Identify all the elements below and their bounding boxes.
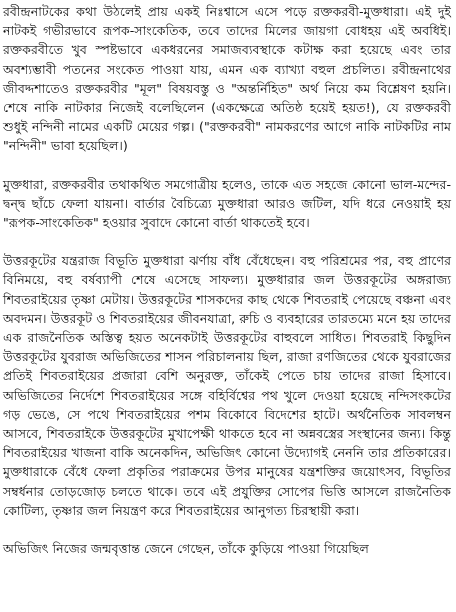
paragraph-gap [3,156,451,175]
paragraph-1: রবীন্দ্রনাটকের কথা উঠলেই প্রায় একই নিঃশ্বাসে এসে পড়ে রক্তকরবী-মুক্তধারা। এই দুই নাটকই গভীরভাবে রূপক-সাংকেতিক, তবে তাদের মিলের জায়গা বোধহয় এই অবধিই। রক্তকরবীতে খুব স্পষ্টভাবে একধরনের সমাজব্যবস্থাকে কটাক্ষ করা হয়েছে এবং তার অবশ্যম্ভাবী পতনের সংকেত পাওয়া যায়, এমন এক ব্যাখ্যা বহুল প্রচলিত। রবীন্দ্রনাথের জীবদ্দশাতেও রক্তকরবীর "মূল" বিষয়বস্তু ও "অন্তর্নিহিত" অর্থ নিয়ে কম বিশ্লেষণ হয়নি। শেষে নাকি নাটকার নিজেই বলেছিলেন (একক্ষেত্রে অতিষ্ঠ হয়েই হয়ত!), যে রক্তকরবী শুধুই নন্দিনী নামের একটি মেয়ের গল্প। ("রক্তকরবী" নামকরণের আগে নাকি নাটকটির নাম "নন্দিনী" ভাবা হয়েছিল।) [3,4,451,154]
paragraph-gap [3,232,451,251]
paragraph-3: উত্তরকূটের যন্ত্ররাজ বিভূতি মুক্তধারা ঝর্ণায় বাঁধ বেঁধেছেন। বহু পরিশ্রমের পর, বহু প্রাণের বিনিময়ে, বহু বর্ষব্যাপী শেষে এসেছে সাফল্য। মুক্তধারার জল উত্তরকূটের অঙ্গরাজ্য শিবতরাইয়ের তৃষ্ণা মেটায়। উত্তরকূটের শাসকদের কাছ থেকে শিবতরাই পেয়েছে বঞ্চনা এবং অবদমন। উত্তরকূট ও শিবতরাইয়ের জীবনযাত্রা, রুচি ও ব্যবহারের তারতম্যে মনে হয় তাদের এক রাজনৈতিক অস্তিত্ব হয়ত অনেকটাই উত্তরকূটের বাহুবলে সাধিত। শিবতরাই কিছুদিন উত্তরকূটের যুবরাজ অভিজিতের শাসন পরিচালনায় ছিল, রাজা রণজিতের থেকে যুবরাজের প্রতিই শিবতরাইয়ের প্রজারা বেশি অনুরক্ত, তাঁকেই পেতে চায় তাদের রাজা হিসাবে। অভিজিতের নির্দেশে শিবতরাইয়ের সঙ্গে বহির্বিশ্বের পথ খুলে দেওয়া হয়েছে নন্দিসংকটের গড় ভেঙে, সে পথে শিবতরাইয়ের পশম বিকোবে বিদেশের হাটে। অর্থনৈতিক সাবলম্বন আসবে, শিবতরাইকে উত্তরকূটের মুখাপেক্ষী থাকতে হবে না অন্নবস্ত্রের সংস্থানের জন্য। কিন্তু শিবতরাইয়ের খাজনা বাকি অনেকদিন, অভিজিৎ কোনো উদ্যোগই নেননি তার প্রতিকারের। মুক্তধারাকে বেঁধে ফেলা প্রকৃতির পরাক্রমের উপর মানুষের যন্ত্রশক্তির জয়োৎসব, বিভূতির সম্বর্ধনার তোড়জোড় চলতে থাকে। তবে এই প্রযুক্তির সোপের ভিত্তি আসলে রাজনৈতিক কোটিল্য, তৃষ্ণার জল নিয়ন্ত্রণ করে শিবতরাইয়ের আনুগত্য চিরস্থায়ী করা। [3,253,451,518]
paragraph-2: মুক্তধারা, রক্তকরবীর তথাকথিত সমগোত্রীয় হলেও, তাকে এত সহজে কোনো ভাল-মন্দের-দ্বন্দ্ব ছাঁচে ফেলা যায়না। বার্তার বৈচিত্র্যে মুক্তধারা আরও জটিল, যদি ধরে নেওয়াই হয় "রূপক-সাংকেতিক" হওয়ার সুবাদে কোনো বার্তা থাকতেই হবে। [3,176,451,231]
paragraph-gap [3,520,451,539]
paragraph-4: অভিজিৎ নিজের জন্মবৃত্তান্ত জেনে গেছেন, তাঁকে কুড়িয়ে পাওয়া গিয়েছিল [3,541,369,557]
